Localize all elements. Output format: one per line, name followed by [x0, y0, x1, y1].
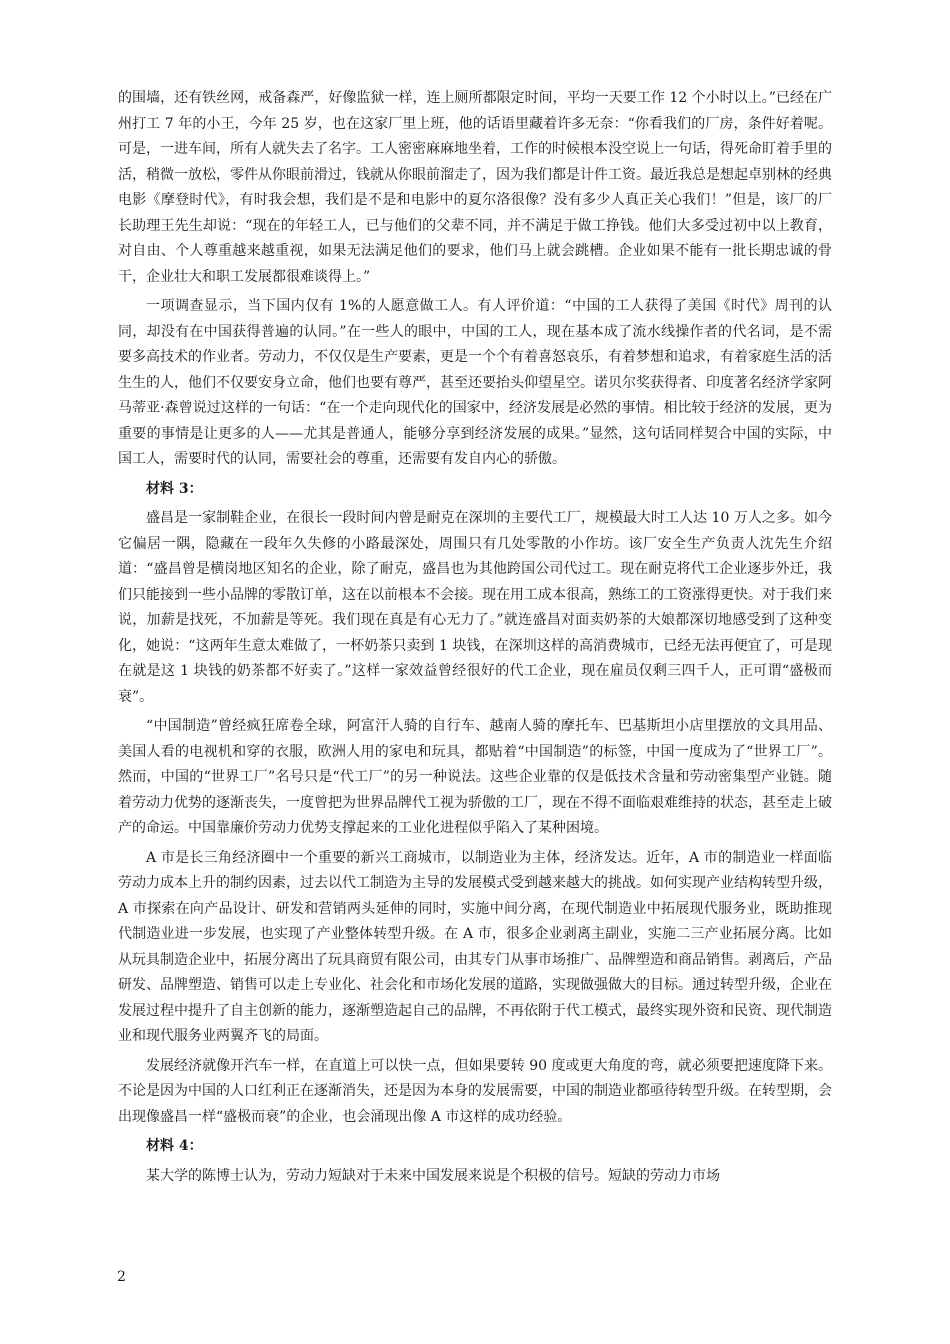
paragraph-1: 的围墙，还有铁丝网，戒备森严，好像监狱一样，连上厕所都限定时间，平均一天要工作 12 个小时以上。”已经在广州打工 7 年的小王，今年 25 岁，也在这家厂里上班，他的话语里藏着许多无奈：“你看我们的厂房，条件好着呢。可是，一进车间，所有人就失去了名字。工人密密麻麻地坐着，工作的时候根本没空说上一句话，得死命盯着手里的活，稍微一放松，零件从你眼前滑过，钱就从你眼前溜走了，因为我们都是计件工资。最近我总是想起卓别林的经典电影《摩登时代》，有时我会想，我们是不是和电影中的夏尔洛很像？没有多少人真正关心我们！”但是，该厂的厂长助理王先生却说：“现在的年轻工人，已与他们的父辈不同，并不满足于做工挣钱。他们大多受过初中以上教育，对自由、个人尊重越来越重视，如果无法满足他们的要求，他们马上就会跳槽。企业如果不能有一批长期忠诚的骨干，企业壮大和职工发展都很难谈得上。” [118, 90, 832, 285]
paragraph-6: 发展经济就像开汽车一样，在直道上可以快一点，但如果要转 90 度或更大角度的弯，就必须要把速度降下来。不论是因为中国的人口红利正在逐渐消失，还是因为本身的发展需要，中国的制造业都亟待转型升级。在转型期，会出现像盛昌一样“盛极而衰”的企业，也会涌现出像 A 市这样的成功经验。 [118, 1057, 832, 1125]
section-heading-material-4: 材料 4： [146, 1138, 203, 1154]
paragraph-5: A 市是长三角经济圈中一个重要的新兴工商城市，以制造业为主体，经济发达。近年，A 市的制造业一样面临劳动力成本上升的制约因素，过去以代工制造为主导的发展模式受到越来越大的挑战。如何实现产业结构转型升级，A 市探索在向产品设计、研发和营销两头延伸的同时，实施中间分离，在现代制造业中拓展现代服务业，既助推现代制造业进一步发展，也实现了产业整体转型升级。在 A 市，很多企业剥离主副业，实施二三产业拓展分离。比如从玩具制造企业中，拓展分离出了玩具商贸有限公司，由其专门从事市场推广、品牌塑造和商品销售。剥离后，产品研发、品牌塑造、销售可以走上专业化、社会化和市场化发展的道路，实现做强做大的目标。通过转型升级，企业在发展过程中提升了自主创新的能力，逐渐塑造起自己的品牌，不再依附于代工模式，最终实现外资和民资、现代制造业和现代服务业两翼齐飞的局面。 [118, 849, 832, 1044]
paragraph-7: 某大学的陈博士认为，劳动力短缺对于未来中国发展来说是个积极的信号。短缺的劳动力市场 [146, 1167, 720, 1184]
document-body [118, 86, 832, 1193]
paragraph-2: 一项调查显示，当下国内仅有 1%的人愿意做工人。有人评价道：“中国的工人获得了美国《时代》周刊的认同，却没有在中国获得普遍的认同。”在一些人的眼中，中国的工人，现在基本成了流水线操作者的代名词，是不需要多高技术的作业者。劳动力，不仅仅是生产要素，更是一个个有着喜怒哀乐，有着梦想和追求，有着家庭生活的活生生的人，他们不仅要安身立命，他们也要有尊严，甚至还要抬头仰望星空。诺贝尔奖获得者、印度著名经济学家阿马蒂亚·森曾说过这样的一句话：“在一个走向现代化的国家中，经济发展是必然的事情。相比较于经济的发展，更为重要的事情是让更多的人——尤其是普通人，能够分享到经济发展的成果。”显然，这句话同样契合中国的实际，中国工人，需要时代的认同，需要社会的尊重，还需要有发自内心的骄傲。 [118, 298, 832, 467]
paragraph-3: 盛昌是一家制鞋企业，在很长一段时间内曾是耐克在深圳的主要代工厂，规模最大时工人达 10 万人之多。如今它偏居一隅，隐藏在一段年久失修的小路最深处，周围只有几处零散的小作坊。该厂安全生产负责人沈先生介绍道：“盛昌曾是横岗地区知名的企业，除了耐克，盛昌也为其他跨国公司代过工。现在耐克将代工企业逐步外迁，我们只能接到一些小品牌的零散订单，这在以前根本不会接。现在用工成本很高，熟练工的工资涨得更快。对于我们来说，加薪是找死，不加薪是等死。我们现在真是有心无力了。”就连盛昌对面卖奶茶的大娘都深切地感受到了这种变化，她说：“这两年生意太难做了，一杯奶茶只卖到 1 块钱，在深圳这样的高消费城市，已经无法再便宜了，可是现在就是这 1 块钱的奶茶都不好卖了。”这样一家效益曾经很好的代工企业，现在雇员仅剩三四千人，正可谓“盛极而衰”。 [118, 510, 832, 705]
section-heading-material-3: 材料 3： [146, 480, 203, 497]
paragraph-4: “中国制造”曾经疯狂席卷全球，阿富汗人骑的自行车、越南人骑的摩托车、巴基斯坦小店里摆放的文具用品、美国人看的电视机和穿的衣服，欧洲人用的家电和玩具，都贴着“中国制造”的标签，中国一度成为了“世界工厂”。然而，中国的“世界工厂”名号只是“代工厂”的另一种说法。这些企业靠的仅是低技术含量和劳动密集型产业链。随着劳动力优势的逐渐丧失，一度曾把为世界品牌代工视为骄傲的工厂，现在不得不面临艰难维持的状态，甚至走上破产的命运。中国靠廉价劳动力优势支撑起来的工业化进程似乎陷入了某种困境。 [118, 718, 832, 836]
page-number: 2 [117, 1269, 126, 1285]
